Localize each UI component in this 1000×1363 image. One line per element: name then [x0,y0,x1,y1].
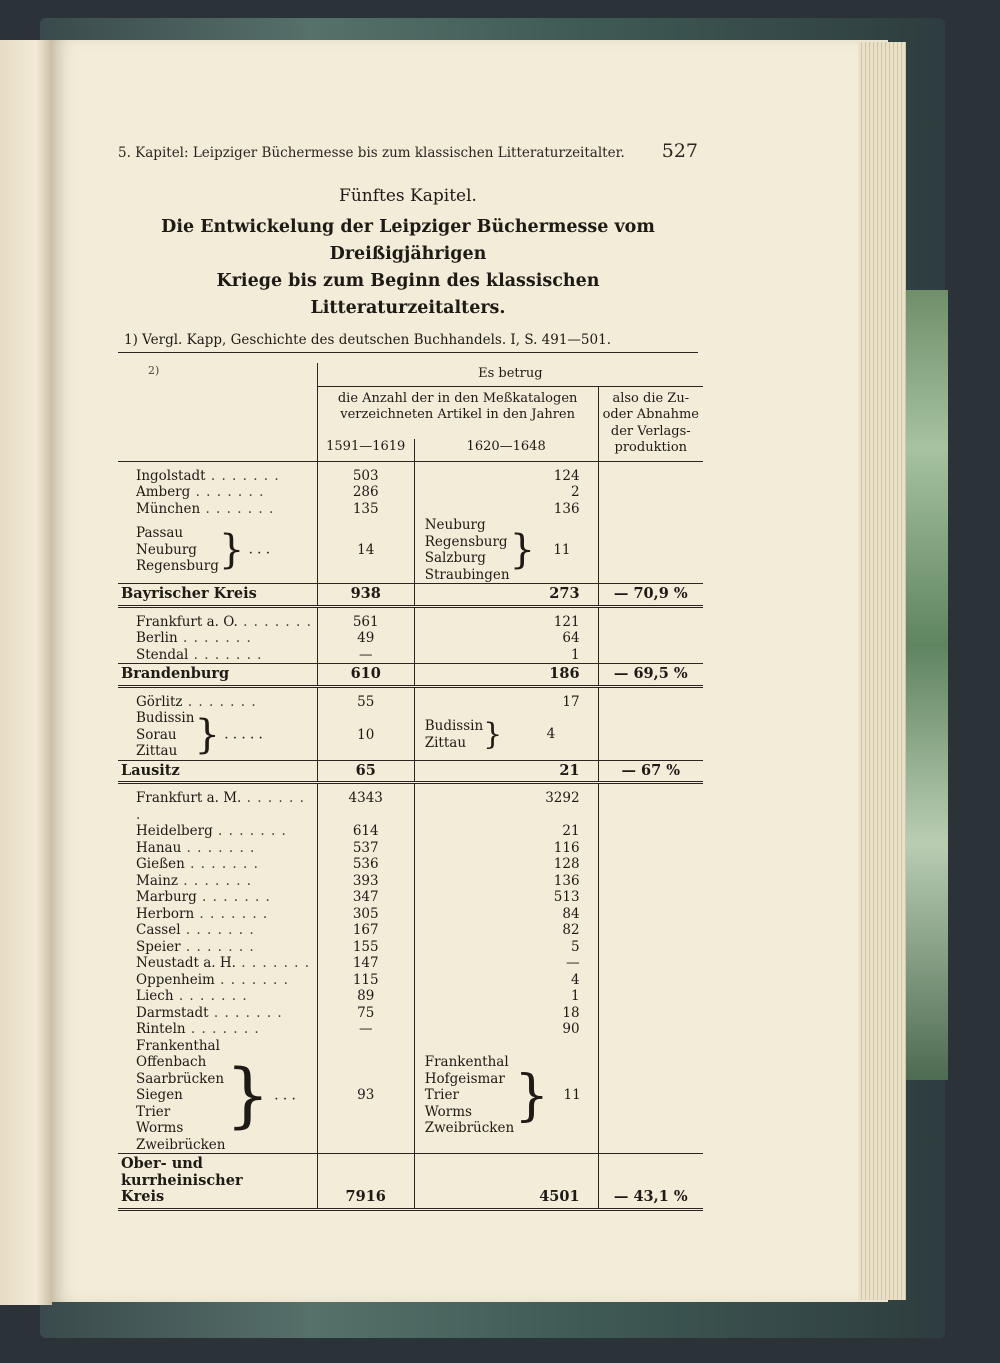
value: 614 [317,823,414,840]
header-change: also die Zu- oder Abnahme der Verlags-produktion [598,386,703,461]
page-stack [858,42,906,1300]
subtotal-value: 7916 [317,1154,414,1210]
place-name: Sorau [136,726,177,743]
table-row [118,922,703,939]
table-row-group: Passau Neuburg Regensburg } . . . 14 Neuburg Regensburg Salzburg Straubingen } 11 [118,517,703,584]
header-es-betrug: Es betrug [317,363,703,386]
page-content [118,140,698,1211]
place-name: Zittau [136,743,178,759]
table-row: Ingolstadt . . . 503 124 [118,468,703,485]
value: 11 [563,1086,581,1103]
header-anzahl-line: die Anzahl der in den Meßkatalogen [337,390,578,406]
table-row: Amberg . . . 286 2 [118,484,703,501]
value: 4343 [317,790,414,823]
value: 82 [414,922,598,939]
value: 147 [317,955,414,972]
place-name: Zittau [424,734,467,751]
value: 116 [414,840,598,857]
value: 136 [414,873,598,890]
subtotal-value: 186 [414,664,598,687]
place-name: Trier [136,1103,171,1120]
place-name: Heidelberg . . . [118,823,317,840]
brace: } [225,1054,271,1137]
header-anzahl [317,386,598,439]
value: 89 [317,988,414,1005]
place-name: Rinteln . . . [118,1021,317,1038]
place-name: Zweibrücken [424,1120,515,1136]
empty-cell [598,922,703,939]
subtotal-value: 938 [317,584,414,607]
place-name: Siegen [136,1087,183,1103]
table-row: München . . . 135 136 [118,501,703,518]
value: 513 [414,889,598,906]
value: 537 [317,840,414,857]
brace: } [483,716,503,752]
running-header [118,140,698,162]
table-row [118,1005,703,1022]
spacer-row [118,606,703,614]
brace: } [509,527,536,573]
table-row [118,955,703,972]
value: 90 [414,1021,598,1038]
table-row [118,906,703,923]
empty-cell [598,906,703,923]
value: 128 [414,856,598,873]
value: 115 [317,972,414,989]
spacer-row [118,686,703,694]
table-row [118,823,703,840]
empty-cell [598,840,703,857]
table-row [118,856,703,873]
subtotal-change: — 69,5 % [598,664,703,687]
value: 155 [317,939,414,956]
value: 21 [414,823,598,840]
empty-cell [598,823,703,840]
place-name: Budissin [136,710,195,726]
place-name: Offenbach [136,1054,207,1070]
subtotal-label-line: Kreis [121,1188,165,1205]
value: 1 [414,988,598,1005]
table-row [118,790,703,823]
value: 10 [317,710,414,760]
place-name: Budissin [424,718,484,735]
empty-cell [598,790,703,823]
empty-cell [598,873,703,890]
subtotal-row [118,1154,703,1210]
subtotal-label: Bayrischer Kreis [118,584,317,607]
brace: } [194,711,220,758]
chapter-title [118,214,698,322]
place-name: Regensburg [136,558,219,575]
table-row [118,840,703,857]
place-name: Neustadt a. H. . . . [118,955,317,972]
empty-cell [598,939,703,956]
place-name: Trier [424,1087,459,1103]
empty-cell [598,972,703,989]
table-row: Frankfurt a. O. . . . 561 121 [118,614,703,631]
statistics-table [118,363,703,1211]
subtotal-value: 273 [414,584,598,607]
value: 14 [317,517,414,584]
subtotal-value: 65 [317,760,414,783]
place-name: Regensburg [424,533,508,550]
table-row [118,988,703,1005]
place-name: Salzburg [424,550,486,566]
brace: } [218,527,245,573]
value: 347 [317,889,414,906]
value: 84 [414,906,598,923]
subtotal-label: Lausitz [118,760,317,783]
place-name: Worms [136,1120,184,1136]
chapter-heading: Fünftes Kapitel. [339,186,477,206]
subtotal-label: Brandenburg [118,664,317,687]
subtotal-row [118,584,703,607]
table-row: Berlin . . . 49 64 [118,630,703,647]
table-row [118,972,703,989]
value: 5 [414,939,598,956]
subtotal-label-line: Ober- und kurrheinischer [121,1155,243,1189]
running-title: 5. Kapitel: Leipziger Büchermesse bis zum klassischen Litteraturzeitalter. [118,145,625,161]
header-period-2: 1620—1648 [414,439,598,461]
value: 3292 [414,790,598,823]
facing-page-edge [0,40,52,1305]
place-name: Straubingen [424,566,510,583]
value: 393 [317,873,414,890]
subtotal-value: 610 [317,664,414,687]
value: 167 [317,922,414,939]
value: 18 [414,1005,598,1022]
place-name: Frankfurt a. M. . . . [118,790,317,823]
value: — [414,955,598,972]
subtotal-value: 21 [414,760,598,783]
place-name: Gießen . . . [118,856,317,873]
place-name: Neuburg [136,541,197,558]
table-row-group: Frankenthal Offenbach Saarbrücken Siegen Trier Worms Zweibrücken } . . . 93 Frankenthal Hofgeismar Trier Worms Zweibrücken } 11 [118,1038,703,1154]
subtotal-change: — 67 % [598,760,703,783]
empty-cell [598,955,703,972]
table-header-row [118,363,703,386]
table-row: Görlitz . . . 55 17 [118,694,703,711]
table-row: Stendal . . . — 1 [118,647,703,664]
table-row [118,1021,703,1038]
table-row [118,889,703,906]
table-row [118,939,703,956]
value: 93 [317,1038,414,1154]
empty-cell [598,856,703,873]
place-name: Passau [136,525,184,542]
footnote-marker: 2) [118,363,317,461]
value: 4 [546,726,556,743]
value: — [317,1021,414,1038]
place-name: Marburg . . . [118,889,317,906]
value: 536 [317,856,414,873]
spacer-row [118,783,703,791]
empty-cell [598,1005,703,1022]
place-name: Zweibrücken [136,1136,226,1153]
place-name: Hofgeismar [424,1070,505,1087]
value: 4 [414,972,598,989]
value: 11 [553,541,571,558]
empty-cell [598,988,703,1005]
subtotal-row [118,664,703,687]
place-name: Cassel . . . [118,922,317,939]
subtotal-label [118,1154,317,1210]
page-number: 527 [661,140,698,162]
empty-cell [598,1021,703,1038]
place-name: Frankenthal [136,1037,220,1054]
footnote: 1) Vergl. Kapp, Geschichte des deutschen Buchhandels. I, S. 491—501. [118,328,698,353]
subtotal-change: — 70,9 % [598,584,703,607]
place-name: Worms [424,1103,472,1120]
subtotal-value: 4501 [414,1154,598,1210]
place-name: Saarbrücken [136,1070,225,1087]
header-anzahl-line: verzeichneten Artikel in den Jahren [340,407,575,422]
brace: } [514,1063,550,1128]
place-name: Darmstadt . . . [118,1005,317,1022]
header-period-1: 1591—1619 [317,439,414,461]
value: 75 [317,1005,414,1022]
value: 305 [317,906,414,923]
place-name: Neuburg [424,517,486,533]
place-name: Speier . . . [118,939,317,956]
place-name: Hanau . . . [118,840,317,857]
chapter-title-line: Kriege bis zum Beginn des klassischen Litteraturzeitalters. [216,271,600,318]
marbled-cover-edge [900,290,948,1080]
table-row-group: Budissin Sorau Zittau } . . . . . 10 Budissin Zittau } 4 [118,710,703,760]
place-name: Herborn . . . [118,906,317,923]
place-name: Frankenthal [424,1054,509,1070]
chapter-title-line: Die Entwickelung der Leipziger Büchermesse vom Dreißigjährigen [161,217,655,264]
subtotal-row [118,760,703,783]
place-name: Liech . . . [118,988,317,1005]
rhein-rows [118,790,703,1038]
place-name: Oppenheim . . . [118,972,317,989]
subtotal-change: — 43,1 % [598,1154,703,1210]
table-row [118,873,703,890]
place-name: Mainz . . . [118,873,317,890]
empty-cell [598,889,703,906]
